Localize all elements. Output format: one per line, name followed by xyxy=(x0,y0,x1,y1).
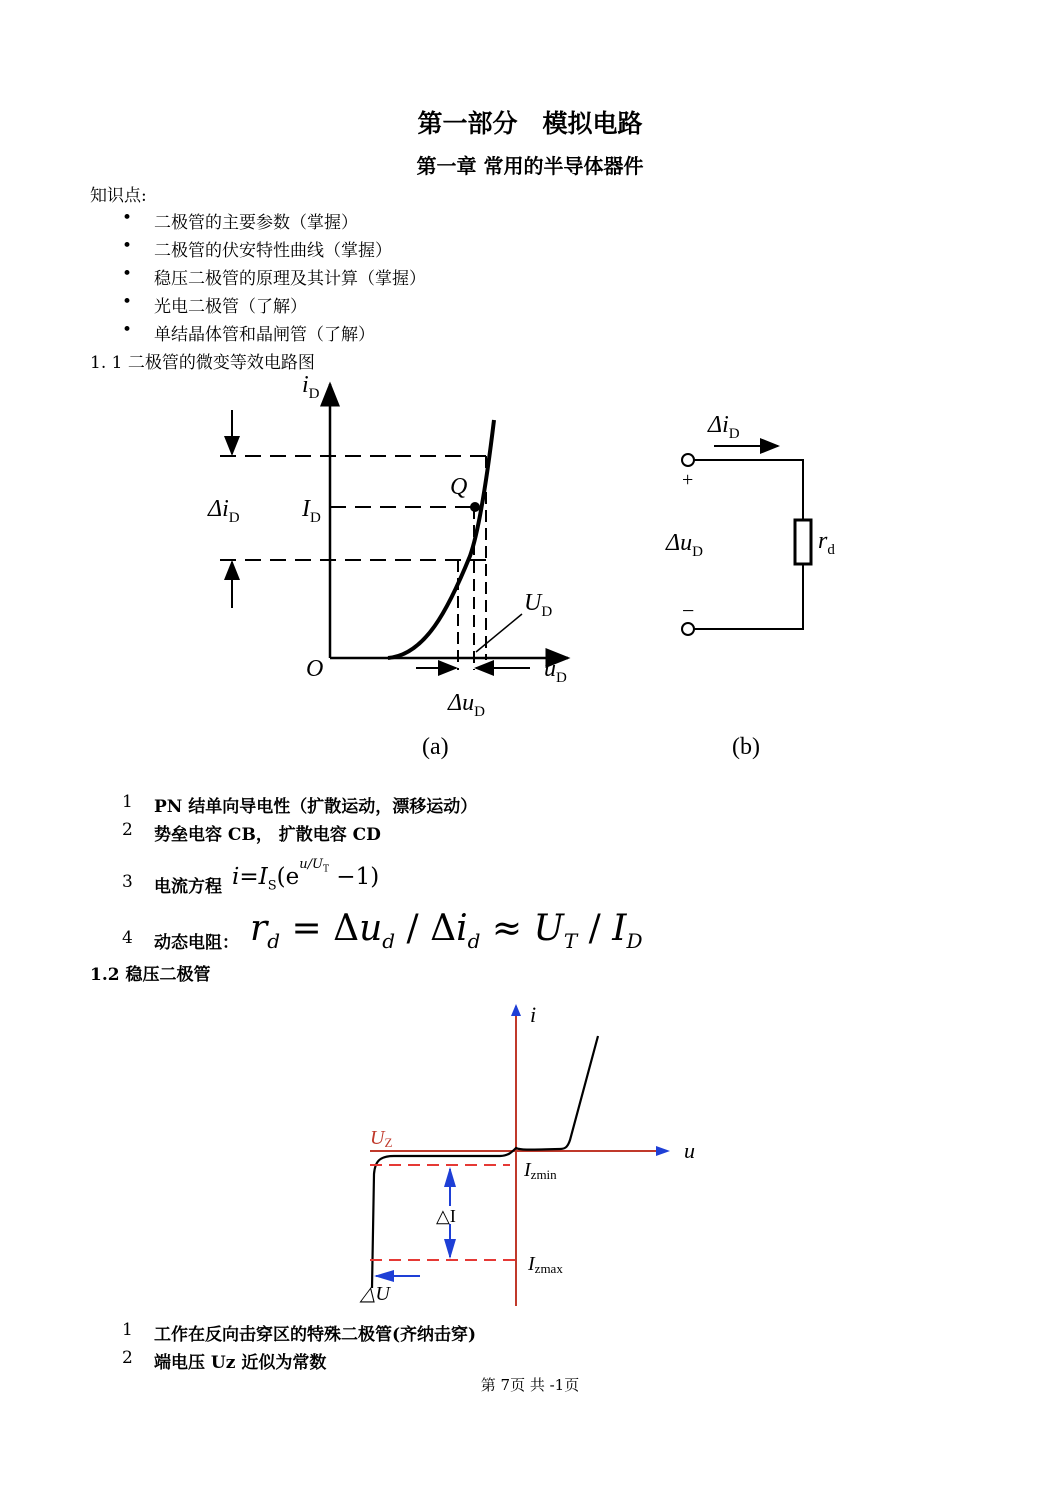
list-item xyxy=(0,292,1060,316)
list-item xyxy=(0,820,1060,844)
list-item xyxy=(0,1348,1060,1372)
x-axis-label: $u_D$ xyxy=(544,656,567,686)
voltage-label: $\Delta u_D$ xyxy=(666,530,703,560)
list-item xyxy=(0,792,1060,816)
bullet-icon: • xyxy=(122,292,133,312)
list-item-text: 单结晶体管和晶闸管（了解） xyxy=(154,325,375,345)
item-text: 端电压 Uz 近似为常数 xyxy=(154,1353,327,1373)
bullet-icon: • xyxy=(122,236,133,256)
y-axis-arrowhead xyxy=(511,1004,521,1016)
item-number: 4 xyxy=(122,928,133,948)
list-item-text: 二极管的伏安特性曲线（掌握） xyxy=(154,241,392,261)
item-number: 1 xyxy=(122,792,133,812)
zener-diode-figure xyxy=(350,996,730,1306)
x-axis-label: u xyxy=(684,1138,695,1163)
q-point-dot xyxy=(470,502,480,512)
item-text: 势垒电容 CB， 扩散电容 CD xyxy=(154,825,381,845)
current-equation: $i=I_S(e^{u/U_T} -1)$ xyxy=(232,857,380,894)
y-axis-label: i xyxy=(530,1002,537,1027)
page-footer: 第 7页 共 -1页 xyxy=(480,1376,580,1394)
item-number: 2 xyxy=(122,1348,133,1368)
terminal-top xyxy=(682,454,694,466)
list-item xyxy=(0,208,1060,232)
item-text: 电流方程 xyxy=(154,877,222,897)
list-item xyxy=(0,264,1060,288)
list-item-text: 二极管的主要参数（掌握） xyxy=(154,213,358,233)
wire-bottom xyxy=(694,564,803,629)
izmax-label: Izmax xyxy=(528,1253,563,1276)
zener-curve xyxy=(372,1036,598,1288)
item-text: 动态电阻： xyxy=(154,933,239,953)
item-number: 2 xyxy=(122,820,133,840)
terminal-bottom xyxy=(682,623,694,635)
knowledge-label: 知识点: xyxy=(90,186,147,206)
ud-label: $U_D$ xyxy=(524,590,553,620)
minus-sign: − xyxy=(682,598,695,623)
delta-u-label: △U xyxy=(360,1283,390,1305)
bullet-icon: • xyxy=(122,264,133,284)
y-axis-label: $i_D$ xyxy=(302,372,320,402)
delta-i-label: $\Delta i_D$ xyxy=(208,496,240,526)
item-text: 工作在反向击穿区的特殊二极管(齐纳击穿) xyxy=(154,1325,477,1345)
list-item xyxy=(0,236,1060,260)
izmin-label: Izmin xyxy=(524,1159,557,1182)
list-item-text: 稳压二极管的原理及其计算（掌握） xyxy=(154,269,426,289)
item-number: 1 xyxy=(122,1320,133,1340)
item-number: 3 xyxy=(122,872,133,892)
current-label: $\Delta i_D$ xyxy=(708,412,740,442)
list-item xyxy=(0,906,1060,958)
dynamic-resistance-equation: $r_d = \Delta u_d / \Delta i_d \approx U_T / I_D$ xyxy=(250,908,643,954)
figure-b-caption: (b) xyxy=(732,734,760,760)
x-axis-arrowhead xyxy=(656,1146,670,1156)
origin-label: O xyxy=(306,656,324,682)
resistor-label: $r_d$ xyxy=(818,528,835,558)
list-item xyxy=(0,320,1060,344)
list-item xyxy=(0,1320,1060,1344)
list-item-text: 光电二极管（了解） xyxy=(154,297,307,317)
delta-u-label: $\Delta u_D$ xyxy=(448,690,485,720)
bullet-icon: • xyxy=(122,208,133,228)
bullet-icon: • xyxy=(122,320,133,340)
section-heading-1-1: 1. 1 二极管的微变等效电路图 xyxy=(90,353,315,373)
wire-top xyxy=(694,460,803,520)
resistor-rd xyxy=(795,520,811,564)
chapter-title: 第一章 常用的半导体器件 xyxy=(416,154,644,178)
page-title: 第一部分 模拟电路 xyxy=(417,109,643,138)
figure-a-diode-curve xyxy=(190,370,590,760)
list-item xyxy=(0,850,1060,898)
figure-b-equivalent-circuit xyxy=(650,400,870,760)
plus-sign: + xyxy=(682,469,694,491)
uz-label: UZ xyxy=(370,1127,393,1150)
section-heading-1-2: 1.2 稳压二极管 xyxy=(90,965,211,985)
ud-leader-line xyxy=(476,614,522,652)
item-text: PN 结单向导电性（扩散运动，漂移运动） xyxy=(154,797,478,817)
id-label: $I_D$ xyxy=(302,496,321,526)
delta-i-label: △I xyxy=(436,1206,456,1226)
q-point-label: Q xyxy=(450,474,468,500)
figure-a-caption: (a) xyxy=(422,734,449,760)
